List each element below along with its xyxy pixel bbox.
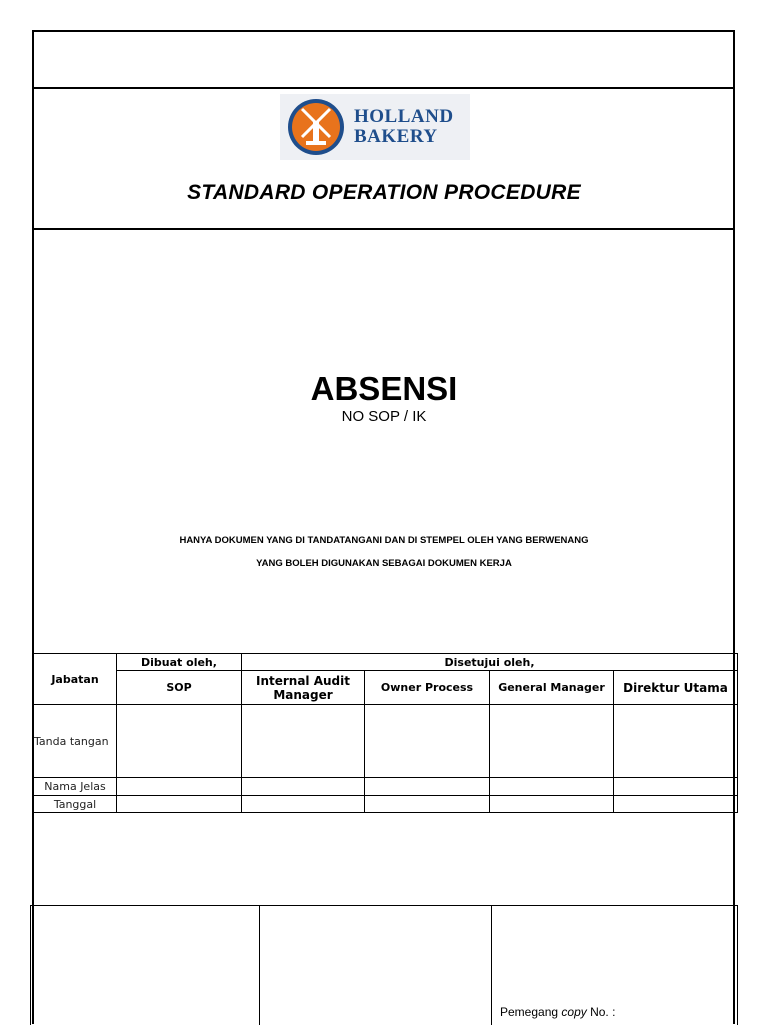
windmill-emblem-icon: [286, 97, 346, 157]
notice-line-2: YANG BOLEH DIGUNAKAN SEBAGAI DOKUMEN KERJA: [256, 558, 512, 569]
footer-cell-middle: [259, 906, 492, 1025]
logo-line-2: BAKERY: [354, 126, 438, 147]
date-label: Tanggal: [34, 796, 117, 813]
signature-cell[interactable]: [490, 705, 614, 778]
signature-cell[interactable]: [242, 705, 365, 778]
name-cell[interactable]: [490, 778, 614, 796]
name-label: Nama Jelas: [34, 778, 117, 796]
signature-cell[interactable]: [117, 705, 242, 778]
name-cell[interactable]: [614, 778, 738, 796]
signature-cell[interactable]: [365, 705, 490, 778]
date-cell[interactable]: [365, 796, 490, 813]
logo-line-1: HOLLAND: [354, 106, 454, 127]
notice-line-1: HANYA DOKUMEN YANG DI TANDATANGANI DAN DI STEMPEL OLEH YANG BERWENANG: [179, 535, 589, 546]
holland-bakery-logo: [280, 94, 470, 160]
footer-cell-left: [31, 906, 260, 1025]
approval-table: [33, 653, 738, 813]
sop-title: STANDARD OPERATION PROCEDURE: [187, 181, 581, 204]
date-cell[interactable]: [490, 796, 614, 813]
signature-cell[interactable]: [614, 705, 738, 778]
document-number: NO SOP / IK: [341, 408, 427, 425]
divider-header: [32, 228, 735, 230]
holder-prefix: Pemegang: [500, 1005, 562, 1019]
role-direktur-utama: Direktur Utama: [614, 671, 738, 705]
role-internal-audit: Internal Audit Manager: [242, 671, 365, 705]
name-cell[interactable]: [242, 778, 365, 796]
role-general-manager: General Manager: [490, 671, 614, 705]
copy-holder-label: [500, 1005, 615, 1019]
divider-top: [32, 87, 735, 89]
holder-suffix: No. :: [586, 1005, 616, 1019]
approved-by-header: Disetujui oleh,: [242, 654, 738, 671]
prepared-by-header: Dibuat oleh,: [117, 654, 242, 671]
date-cell[interactable]: [614, 796, 738, 813]
signature-label: Tanda tangan: [34, 705, 117, 778]
role-sop: SOP: [117, 671, 242, 705]
position-label: Jabatan: [34, 654, 117, 705]
holder-italic: copy: [561, 1005, 587, 1019]
role-owner-process: Owner Process: [365, 671, 490, 705]
name-cell[interactable]: [365, 778, 490, 796]
name-cell[interactable]: [117, 778, 242, 796]
footer-box: [30, 905, 738, 1025]
date-cell[interactable]: [117, 796, 242, 813]
page-frame: [32, 30, 735, 1024]
date-cell[interactable]: [242, 796, 365, 813]
document-title: ABSENSI: [310, 370, 458, 407]
